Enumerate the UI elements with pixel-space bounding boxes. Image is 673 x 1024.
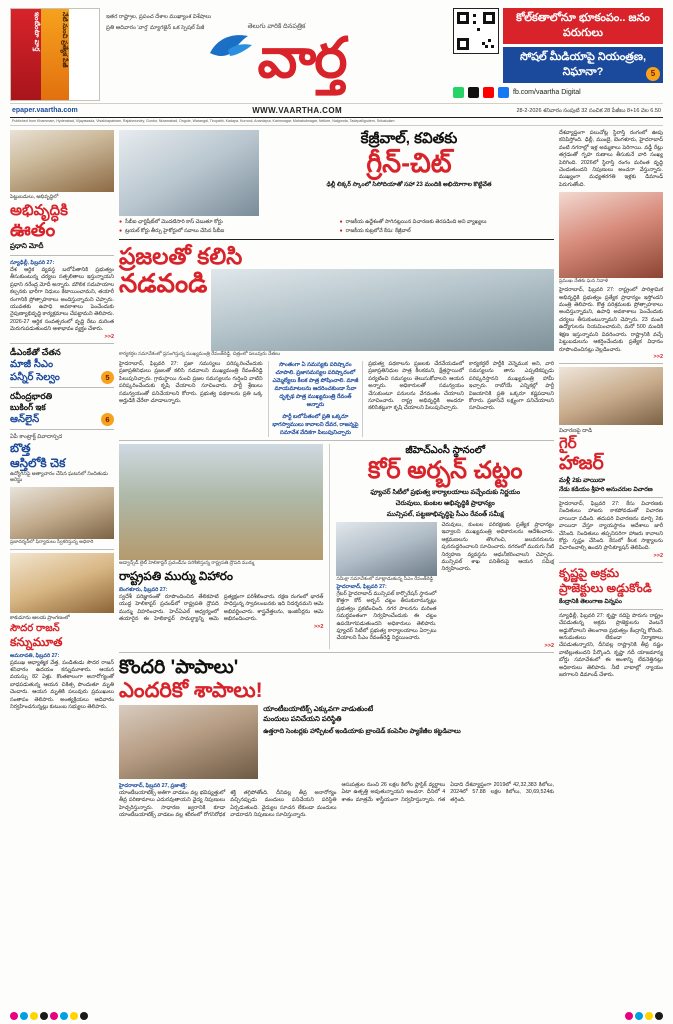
left-ad2-badge: 6 bbox=[101, 413, 114, 426]
ghmc-headline[interactable]: కోర్ అర్బన్ చట్టం bbox=[367, 457, 523, 484]
masthead-left-promo bbox=[10, 8, 100, 101]
ghmc-story bbox=[329, 444, 554, 649]
left-bottom-kicker: కాకుమాను ఆలయ ప్రాంగణంలో bbox=[10, 614, 70, 621]
masthead-right bbox=[453, 8, 663, 101]
left-ad3-sub: ఉద్యోగినిపై అత్యాచారం చేసిన ఘటనలో నిందితుడు అరెస్టు bbox=[10, 470, 108, 484]
photo-review-meeting bbox=[336, 522, 436, 576]
masthead-center bbox=[104, 8, 449, 101]
left-ad2-line1[interactable]: రవీంద్రభారతి bbox=[10, 390, 53, 401]
photo-temple bbox=[10, 553, 114, 613]
photo-accused bbox=[559, 367, 663, 425]
promo-line-2: ప్రతి ఆదివారం 'వార్త' మ్యాగజైన్ ఒక స్పెషల్ పేజీ bbox=[106, 24, 205, 31]
color-dot bbox=[645, 1012, 653, 1020]
ghmc-kicker: జీహెచ్‌ఎంసీ స్థానంలో bbox=[405, 445, 486, 456]
top-lead bbox=[119, 130, 554, 216]
left-ad3-line3[interactable]: ఆస్తిలోకి చెక bbox=[10, 455, 66, 470]
second-lead-col2: ప్రభుత్వ పథకాలను ప్రజలకు చేరవేయడంలో ప్రజాప్రతినిధుల పాత్ర కీలకమని, క్షేత్రస్థాయిలో పర్యటించి సమస్యలు తెలుసుకోవాలని ఆయన అన్నారు. అధికారులతో సమన్వయం చేసుకుంటూ పనులను వేగవంతం చేయాలని సూచించారు. రాష్ట్ర అభివృద్ధికి అందరూ కలిసికట్టుగా కృషి చేయాలని పిలుపునిచ్చారు. bbox=[368, 361, 464, 412]
ghmc-more[interactable]: >>2 bbox=[544, 642, 554, 649]
bullet-icon: ● bbox=[339, 219, 343, 225]
ghmc-sub3: మున్సిపల్, పట్టణాభివృద్ధిపై సీఎం రేవంత్ సమీక్ష bbox=[386, 511, 504, 518]
helicopter-more[interactable]: >>2 bbox=[313, 623, 324, 630]
photo-kejriwal-sisodia bbox=[119, 130, 259, 216]
x-twitter-icon[interactable] bbox=[468, 87, 479, 98]
lead-bullet-3: రాజకీయ కుట్రలోనే కేసు: కేజ్రీవాల్ bbox=[345, 228, 411, 234]
second-lead-col1: హైదరాబాద్, ఫిబ్రవరి 27: ప్రజా సమస్యలు పరిష్కరించేందుకు ప్రజాప్రతినిధులు ప్రజలతో కలిసి నడవాలని ముఖ్యమంత్రి రేవంత్‌రెడ్డి పిలుపునిచ్చారు. గ్రామస్థాయి నుంచి ప్రజల సమస్యలను గుర్తించి వాటిని పరిష్కరించేందుకు కృషి చేయాలని సూచించారు. పార్టీ శ్రేణులు సమన్వయంతో పనిచేయాలని కోరారు. ప్రభుత్వ పథకాలను ప్రతి ఒక్క అర్హుడికి చేరేలా చూడాలన్నారు. bbox=[119, 361, 263, 405]
right-more-1[interactable]: >>2 bbox=[653, 353, 663, 360]
second-lead-h2[interactable]: నడవండి bbox=[119, 268, 208, 298]
right-bottom-h1[interactable]: కృష్ణపై అక్రమ bbox=[559, 565, 620, 580]
helicopter-headline[interactable]: రాష్ట్రపతి ముర్ము విహారం bbox=[119, 569, 233, 583]
right-mid-sub1: మళ్లీ 2కు వాయిదా bbox=[559, 476, 606, 484]
publication-towns: Published from Khammam, Hyderabad, Vijayawada, Visakhapatnam, Rajahmundry, Guntur, Nizamabad, Ongole, Warangal, Tirupathi, Kadapa, Kurnool, Anantapur, Karimnagar, Mahabubnagar, Nellore, Nalgonda, Tadepalligudem, Srikakulam bbox=[10, 118, 663, 126]
second-lead-caption: కార్యకర్తల సమావేశంలో ప్రసంగిస్తున్న ముఖ్యమంత్రి రేవంత్‌రెడ్డి, చిత్రంలో పలువురు నేతలు bbox=[119, 352, 281, 357]
photo-helicopter bbox=[119, 444, 323, 560]
color-dot bbox=[40, 1012, 48, 1020]
left-ad3-line2[interactable]: బొత్త bbox=[10, 440, 31, 455]
left-ad3-kicker: ఏపీ కాంట్రాక్ట్ వివాదాస్పద bbox=[10, 433, 63, 440]
bottom-h1[interactable]: కొందరి 'పాపాలు' bbox=[119, 656, 239, 678]
photo-modi bbox=[10, 130, 114, 192]
center-column bbox=[119, 130, 554, 990]
left-photo-caption: ప్రజాదర్శన్‌లో ఫిర్యాదులు స్వీకరిస్తున్న అధికారి bbox=[10, 539, 94, 545]
color-dot bbox=[60, 1012, 68, 1020]
right-column bbox=[559, 130, 663, 990]
color-dot bbox=[625, 1012, 633, 1020]
bottom-sub1: యాంటీబయాటిక్స్ ఎక్కువగా వాడుతుంటే bbox=[263, 705, 374, 713]
second-lead-pullquote-2: పార్టీ బలోపేతంలో ప్రతి ఒక్కరూ భాగస్వాములు కావాలని దేవర, రాజన్నపై సమావేశ వేదికగా పిలుపునిచ్చారు bbox=[272, 414, 359, 436]
right-mid-h2[interactable]: హాజర్ bbox=[559, 452, 604, 474]
color-dot bbox=[50, 1012, 58, 1020]
headline-box-social-media[interactable] bbox=[503, 47, 663, 83]
right-mid-sub2: నేడు కడియం శ్రీహరి అనుచరుల విచారణ bbox=[559, 486, 653, 493]
color-dot bbox=[70, 1012, 78, 1020]
ghmc-byline: హైదరాబాద్, ఫిబ్రవరి 27: bbox=[336, 584, 387, 590]
left-ad1-line3[interactable]: పన్నీర్ సెల్వం bbox=[10, 371, 60, 383]
left-bottom-h1[interactable]: సౌదర రాజన్ bbox=[10, 622, 60, 634]
social-label: fb.com/vaartha Digital bbox=[513, 89, 581, 96]
youtube-icon[interactable] bbox=[483, 87, 494, 98]
website-link[interactable]: WWW.VAARTHA.COM bbox=[252, 106, 343, 115]
right-bottom-sub: కేంద్రానికి తెలంగాణ విన్నపం bbox=[559, 598, 622, 605]
left-headline-2[interactable]: ఊతం bbox=[10, 220, 56, 241]
color-dot bbox=[80, 1012, 88, 1020]
left-ad2-line2[interactable]: బుకింగ్ ఇక bbox=[10, 401, 46, 412]
left-bottom-body: ప్రముఖ ఆధ్యాత్మిక వేత్త, పండితుడు సౌదర రాజన్ శనివారం ఉదయం కన్నుమూశారు. ఆయన వయస్సు 82 ఏళ్లు. కొంతకాలంగా అనారోగ్యంతో బాధపడుతున్న ఆయన చికిత్స పొందుతూ మృతి చెందారు. ఆయన మృతికి పలువురు ప్రముఖులు సంతాపం తెలిపారు. అంత్యక్రియలు ఆదివారం నిర్వహించనున్నట్లు కుటుంబ సభ్యులు తెలిపారు. bbox=[10, 659, 114, 711]
second-lead-col3: కార్యకర్తలే పార్టీకి వెన్నెముక అని, వారి సమస్యలను తాను ఎప్పటికప్పుడు పరిష్కరిస్తానని ముఖ్యమంత్రి హామీ ఇచ్చారు. రాబోయే ఎన్నికల్లో పార్టీ విజయానికి ప్రతి ఒక్కరూ కష్టపడాలని కోరారు. ప్రజాసేవే లక్ష్యంగా పనిచేయాలని సూచించారు. bbox=[468, 361, 554, 412]
promo-line-1: ఇతర రాష్ట్రాల, ప్రపంచ దేశాల ముఖ్యాంశ విశేషాలు bbox=[106, 14, 212, 20]
left-byline: న్యూఢిల్లీ, ఫిబ్రవరి 27: bbox=[10, 260, 55, 266]
right-bottom-h2[interactable]: ప్రాజెక్టులు అడ్డుకోండి bbox=[559, 580, 652, 595]
right-top-body: దేశవ్యాప్తంగా పలుచోట్ల స్థిరాస్తి రంగంలో ఊపు కనిపిస్తోంది. ఢిల్లీ, ముంబై, బెంగళూరు, హైదరాబాద్ వంటి నగరాల్లో ఇళ్ల అమ్మకాలు పెరిగాయి. వడ్డీ రేట్లు తగ్గడంతో గృహ రుణాలు తీసుకునే వారి సంఖ్య పెరిగింది. 2026లో స్థిరాస్తి రంగం మరింత వృద్ధి చెందుతుందని నిపుణులు అంచనా వేస్తున్నారు. ముఖ్యంగా మధ్యతరగతి ఇళ్లకు డిమాండ్ పెరుగుతోంది. bbox=[559, 130, 663, 188]
masthead-tagline: తెలుగు వారికి దినపత్రిక bbox=[247, 22, 306, 30]
helicopter-body: స్వదేశీ పరిజ్ఞానంతో రూపొందించిన తేలికపాటి యుద్ధ హెలికాప్టర్ ప్రచండ్‌లో రాష్ట్రపతి ద్రౌపది ముర్ము విహరించారు. హెచ్‌ఏఎల్ ఆధ్వర్యంలో తయారైన ఈ హెలికాప్టర్ సామర్థ్యాన్ని ఆమె ప్రత్యక్షంగా పరిశీలించారు. రక్షణ రంగంలో భారత్ సాధిస్తున్న స్వావలంబనకు ఇది నిదర్శనమని ఆమె అభివర్ణించారు. శాస్త్రవేత్తలను, ఇంజినీర్లను ఆమె అభినందించారు. bbox=[119, 594, 324, 623]
left-body: దేశ ఆర్థిక వ్యవస్థ బలోపేతానికి ప్రభుత్వం తీసుకుంటున్న చర్యలు సత్ఫలితాలు ఇస్తున్నాయని ప్రధాని నరేంద్ర మోదీ అన్నారు. మౌలిక సదుపాయాల కల్పనకు భారీగా నిధులు కేటాయించామని, తయారీ రంగానికి ప్రోత్సాహకాలు అందిస్తున్నామని చెప్పారు. యువతకు ఉపాధి అవకాశాలు పెంచేందుకు నైపుణ్యాభివృద్ధి కార్యక్రమాలు చేపట్టామని తెలిపారు. 2026-27 ఆర్థిక సంవత్సరంలో వృద్ధి రేటు మరింత మెరుగుపడుతుందని ఆశాభావం వ్యక్తం చేశారు. bbox=[10, 267, 114, 333]
left-bottom-h2[interactable]: కన్నుమూత bbox=[10, 634, 63, 649]
headline-box-earthquake[interactable]: కోల్‌కతాలోనూ భూకంపం.. జనం పరుగులు bbox=[503, 8, 663, 44]
dove-logo-icon bbox=[208, 33, 254, 63]
photo-official bbox=[10, 487, 114, 539]
photo-cm-meeting bbox=[211, 269, 554, 351]
date-line: 28-2-2026 శనివారం సంపుటి 32 సంచిక 28 పేజీలు 8+16 వెల 6.50 bbox=[516, 107, 661, 114]
right-top-body2: హైదరాబాద్, ఫిబ్రవరి 27: రాష్ట్రంలో పారిశ్రామిక అభివృద్ధికి ప్రభుత్వం ప్రత్యేక ప్రాధాన్యం ఇస్తోందని మంత్రి తెలిపారు. కొత్త పరిశ్రమలకు ప్రోత్సాహకాలు అందిస్తున్నామని, ఉపాధి అవకాశాలు పెంచేందుకు చర్యలు తీసుకుంటున్నామని చెప్పారు. 23 మంది ఉద్యోగులను నియమించామని, మరో 500 మందికి శిక్షణ ఇస్తున్నామని వివరించారు. రాష్ట్రానికి వచ్చే పెట్టుబడులను ఆకర్షించేందుకు ప్రత్యేక విధానం రూపొందించినట్లు వెల్లడించారు. bbox=[559, 287, 663, 353]
bottom-body: యాంటీబయాటిక్స్ అతిగా వాడటం వల్ల భవిష్యత్తులో తీవ్ర పరిణామాలు ఎదురవుతాయని వైద్య నిపుణులు హెచ్చరిస్తున్నారు. సాధారణ జ్వరానికి కూడా యాంటీబయాటిక్స్ వాడటం వల్ల శరీరంలో రోగనిరోధక శక్తి తగ్గిపోతోంది. దీనివల్ల తీవ్ర అనారోగ్యం వచ్చినప్పుడు మందులు పనిచేయని పరిస్థితి ఏర్పడుతుంది. వైద్యుల సూచన లేకుండా మందులు వాడరాదని నిపుణులు సూచిస్తున్నారు. bbox=[119, 789, 337, 819]
second-lead-h1[interactable]: ప్రజలతో కలిసి bbox=[119, 243, 243, 269]
second-lead-pullquote-1: సొంతంగా ఏ సమస్యకు పరిష్కారం చూపాలి. ప్రజాసమస్యల పరిష్కారంలో ఎమ్మెల్యేలు కీలక పాత్ర పోషించాలి. మాజీ మాయమాటలను ఆదరించకుండా సేవా దృక్పథ పాత్ర ముఖ్యమంత్రి రేవంత్ అన్నారు bbox=[272, 362, 359, 408]
bottom-sub2: మందులు పనిచేయని పరిస్థితి bbox=[263, 715, 342, 723]
right-bottom-body: న్యూఢిల్లీ, ఫిబ్రవరి 27: కృష్ణా నదిపై పొరుగు రాష్ట్రం చేపడుతున్న అక్రమ ప్రాజెక్టులను వెంటనే అడ్డుకోవాలని తెలంగాణ ప్రభుత్వం కేంద్రాన్ని కోరింది. అనుమతులు లేకుండా నిర్మాణాలు చేపడుతున్నారని, దీనివల్ల రాష్ట్రానికి తీవ్ర నష్టం వాటిల్లుతుందని పేర్కొంది. కృష్ణా నదీ యాజమాన్య బోర్డు సమావేశంలో ఈ అంశాన్ని లేవనెత్తినట్లు అధికారులు తెలిపారు. నీటి వాటాల్లో న్యాయం జరగాలని డిమాండ్ చేశారు. bbox=[559, 612, 663, 678]
masthead-promo-copy bbox=[106, 14, 236, 32]
epaper-link[interactable]: epaper.vaartha.com bbox=[12, 107, 78, 114]
main-grid bbox=[10, 130, 663, 990]
lead-bullet-1: రాజకీయ ఉద్దేశంతో సాగినట్లయిన విచారణకు తెరపడింది అని వ్యాఖ్యలు bbox=[345, 219, 487, 225]
helicopter-story bbox=[119, 444, 323, 649]
right-photo-caption: ప్రముఖ నేతకు ఘన నివాళి bbox=[559, 279, 609, 285]
bullet-icon: ● bbox=[339, 228, 343, 234]
left-ad1-line1[interactable]: డీఎంకేతో చేతన bbox=[10, 346, 61, 357]
left-kicker: పెట్టుబడులు, అభివృద్ధిలో bbox=[10, 194, 59, 200]
mid-section bbox=[119, 444, 554, 649]
left-bottom-byline: అమరావతి, ఫిబ్రవరి 27: bbox=[10, 652, 60, 659]
color-dot bbox=[20, 1012, 28, 1020]
left-more-link[interactable]: >>2 bbox=[104, 333, 114, 340]
left-subhead: ప్రధాని మోదీ bbox=[10, 243, 44, 250]
ghmc-sub1: ఫ్యూచర్ సిటీలో ప్రభుత్వ కార్యాలయాలు వచ్చేందుకు నిర్ణయం bbox=[370, 489, 521, 496]
bullet-icon: ● bbox=[119, 219, 123, 225]
left-column bbox=[10, 130, 114, 990]
promo-stripe-orange: నేటి నుంచి ప్రత్యేక పేజీ bbox=[41, 9, 69, 100]
left-ad1-line2[interactable]: మాజీ సీఎం bbox=[10, 358, 54, 370]
bottom-sub3: ఉత్తరాది సెంటర్లకు హాస్పిటల్ ఇండియాకు బ్రాండెడ్ కంపెనీల ప్యాకేజీల కట్టడివాలు bbox=[263, 727, 461, 735]
whatsapp-icon[interactable] bbox=[453, 87, 464, 98]
page-badge: 5 bbox=[646, 67, 660, 81]
masthead bbox=[10, 8, 663, 104]
second-lead-body bbox=[119, 361, 554, 437]
bottom-story bbox=[119, 656, 554, 820]
left-ad1-badge: 5 bbox=[101, 371, 114, 384]
ghmc-sub2: చెరువులు, కుంటల అభివృద్ధికి ప్రాధాన్యం bbox=[395, 500, 495, 507]
print-registration-colorbar bbox=[10, 1011, 663, 1020]
lead-headline-1[interactable]: కేజ్రీవాల్, కవితకు bbox=[360, 130, 458, 147]
left-headline-1[interactable]: అభివృద్ధికి bbox=[10, 202, 68, 219]
bottom-h2[interactable]: ఎందరికో శాపాలు! bbox=[119, 678, 263, 702]
right-mid-kicker: విచారణపై దాడి bbox=[559, 427, 593, 434]
right-more-2[interactable]: >>2 bbox=[653, 552, 663, 559]
lead-subhead: ఢిల్లీ లిక్కర్ స్కాంలో సిసోదియాతో సహా 23 మందికి అభియోగాల కొట్టివేత bbox=[326, 182, 492, 188]
paper-logo: వార్త bbox=[257, 27, 346, 90]
color-dot bbox=[30, 1012, 38, 1020]
right-mid-h1[interactable]: గైర్ bbox=[559, 434, 577, 452]
helicopter-byline: బెంగళూరు, ఫిబ్రవరి 27: bbox=[119, 587, 168, 593]
social-links bbox=[453, 87, 663, 98]
helicopter-caption: అడ్వాన్స్‌డ్ లైట్ హెలికాప్టర్ ప్రచండ్‌ను పరిశీలిస్తున్న రాష్ట్రపతి ద్రౌపది ముర్ము bbox=[119, 561, 255, 566]
ghmc-body1: గ్రేటర్ హైదరాబాద్ మున్సిపల్ కార్పొరేషన్ స్థానంలో కొత్తగా కోర్ అర్బన్ చట్టం తీసుకురానున్నట్లు ప్రభుత్వం ప్రకటించింది. నగర పాలనను మరింత సమర్థవంతంగా నిర్వహించేందుకు ఈ చట్టం ఉపయోగపడుతుందని అధికారులు తెలిపారు. ఫ్యూచర్ సిటీలో ప్రభుత్వ కార్యాలయాలు ఏర్పాటు చేయాలని సీఎం రేవంత్‌రెడ్డి నిర్ణయించారు. bbox=[336, 591, 437, 642]
bluebox-text: సోషల్ మీడియాపై నియంత్రణ, నిఘానా? bbox=[520, 51, 646, 78]
facebook-icon[interactable] bbox=[498, 87, 509, 98]
promo-stripe-red: ఇంటింటా వార్త bbox=[11, 9, 41, 100]
ghmc-caption: సమీక్షా సమావేశంలో మాట్లాడుతున్న సీఎం రేవంత్‌రెడ్డి bbox=[336, 577, 434, 582]
photo-medical-waste bbox=[119, 705, 258, 779]
photo-woman-leader bbox=[559, 192, 663, 278]
lead-bullet-2: ట్రయల్ కోర్టు తీర్పు హైకోర్టులో సవాలు చేసిన సీబీఐ bbox=[125, 228, 225, 234]
color-dot bbox=[635, 1012, 643, 1020]
color-dot bbox=[10, 1012, 18, 1020]
qr-code[interactable] bbox=[453, 8, 499, 54]
info-bar bbox=[10, 104, 663, 118]
right-mid-body: హైదరాబాద్, ఫిబ్రవరి 27: కేసు విచారణకు నిందితులు హాజరు కాకపోవడంతో విచారణ వాయిదా పడింది. తదుపరి విచారణను మార్చి 2కు వాయిదా వేస్తూ న్యాయస్థానం ఆదేశాలు జారీ చేసింది. నిందితులు తప్పనిసరిగా హాజరు కావాలని కోర్టు స్పష్టం చేసింది. కేసులో కీలక సాక్ష్యాలను విచారించాల్సి ఉందని ప్రాసిక్యూషన్ తెలిపింది. bbox=[559, 500, 663, 552]
waste-caption: ఆసుపత్రుల నుంచి 26 లక్షల కిలోల ప్లాస్టిక్ వ్యర్థాలు ఏటా ఉత్పత్తి అవుతున్నాయని అంచనా. దీనిలో 4 శాతం మాత్రమే శాస్త్రీయంగా నిర్వహిస్తున్నారు. గత ఏడాది దేశవ్యాప్తంగా 2019లో 42,32,383 కిలోలు, 2024లో 57.88 లక్షల కిలోలు, 30,69,524కు తగ్గింది. bbox=[341, 781, 554, 803]
bottom-byline: హైదరాబాద్, ఫిబ్రవరి 27, ప్రజాశక్తి: bbox=[119, 782, 188, 789]
bullet-icon: ● bbox=[119, 228, 123, 234]
lead-bullet-0: సీబీఐ ఛార్జిషీట్‌లో మొదటిసారి కాస్ చెబుతూ కోర్టు bbox=[125, 219, 223, 225]
lead-bullets bbox=[119, 219, 554, 235]
left-ad2-line3[interactable]: ఆన్‌లైన్ bbox=[10, 413, 40, 425]
lead-headline-2[interactable]: గ్రీన్-చిట్ bbox=[366, 148, 452, 178]
ghmc-body2: చెరువులు, కుంటల పరిరక్షణకు ప్రత్యేక ప్రాధాన్యం ఇవ్వాలని ముఖ్యమంత్రి అధికారులను ఆదేశించారు. ఆక్రమణలను తొలగించి, జలవనరులను పునరుద్ధరించాలని సూచించారు. నగరంలో మురుగు నీటి నిర్వహణ వ్యవస్థను ఆధునీకరించాలని చెప్పారు. మున్సిపల్ శాఖ పనితీరుపై ఆయన సమీక్ష నిర్వహించారు. bbox=[441, 522, 554, 573]
color-dot bbox=[655, 1012, 663, 1020]
